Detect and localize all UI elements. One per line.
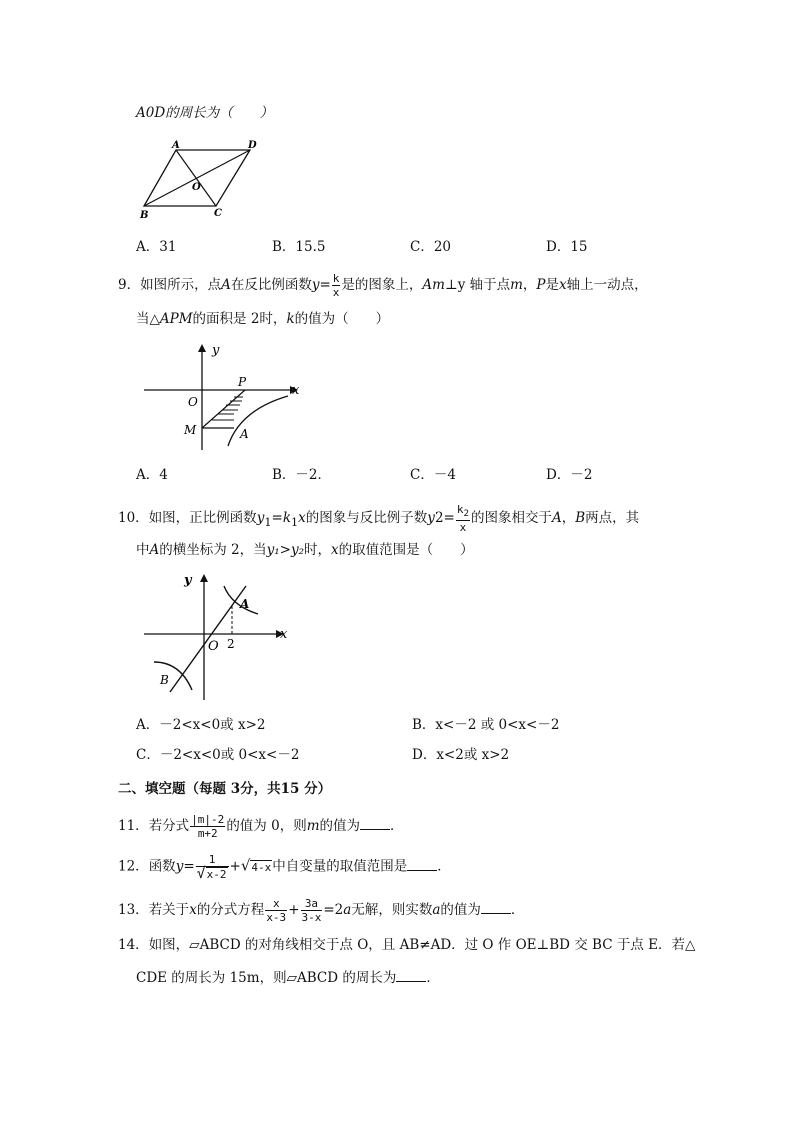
q8-parallelogram-figure [138,136,268,222]
q10-option-b: B．x<－2 或 0<x<－2 [412,717,560,733]
q8-option-b: B．15.5 [272,239,326,255]
q9-option-c: C．－4 [410,467,456,483]
q9-option-b: B．－2． [272,467,332,483]
q8-option-d: D．15 [546,239,588,255]
q11: 11．若分式 $\frac{|m|-2}{m+2}$ 的值为 0，则m的值为 ． [118,813,404,840]
q10-option-d: D．x<2或 x>2 [412,747,510,763]
q12-number: 12． [118,858,149,875]
q14-number: 14． [118,937,149,953]
q9-label-y: y [212,343,220,358]
q10-label-A: A [240,597,250,611]
q10-number: 10． [118,510,149,527]
q8-label-O: O [192,182,201,193]
q8-option-c: C．20 [410,239,452,255]
q10-intersection-figure [140,566,300,704]
q11-fraction: $\frac{|m|-2}{m+2}$ [191,813,225,840]
q13-fraction-2: $\frac{3a}{3-x}$ [301,897,322,924]
q9-label-A: A [240,427,249,441]
q12-fraction: $\frac{1}{√x-2}$ [196,853,227,882]
q8-label-C: C [214,208,222,219]
q9-option-a: A．4 [136,467,168,483]
q9-option-d: D．－2 [546,467,593,483]
q12-answer-blank[interactable] [407,858,437,871]
q10-label-y: y [184,573,192,588]
section-2-title: 二、填空题（每题 3分，共15 分） [118,781,332,797]
q8-label-D: D [248,140,257,151]
q9-label-x: x [292,383,300,398]
q11-answer-blank[interactable] [360,817,390,830]
q9-label-M: M [184,423,197,437]
q9-line1: 9．如图所示，点A在反比例函数y= $\frac{k}{x}$ 是的图象上，Am⊥y 轴于点m，P是x轴上一动点， [118,272,648,299]
q9-line2: 当△APM的面积是 2时，k的值为（ ） [136,311,390,327]
q11-number: 11． [118,818,149,834]
q8-stem-tail: A0D的周长为（ ） [136,105,274,121]
q9-label-O: O [188,395,198,409]
q14-answer-blank[interactable] [396,969,426,982]
radical-icon: √ [240,856,251,875]
q14-line2: CDE 的周长为 15m，则▱ABCD 的周长为 ． [136,970,440,986]
q10-label-x: x [280,627,288,642]
q13-number: 13． [118,902,149,918]
q8-option-a: A．31 [136,239,177,255]
q10-k2-over-x-fraction: $\frac{k_2}{x}$ [456,503,469,535]
q9-label-P: P [238,375,247,389]
q9-hyperbola-figure [140,338,310,454]
q10-label-2: 2 [227,637,235,651]
q8-label-B: B [140,210,149,221]
q10-label-B: B [160,673,169,687]
q10-label-O: O [208,639,219,654]
q10-option-a: A．－2<x<0或 x>2 [136,717,266,733]
q10-line1: 10．如图，正比例函数$y_1=k_1x$的图象与反比例子数y2= $\frac{k_2}{x}$ 的图象相交于A，B两点，其 [118,503,640,535]
q14-line1: 14．如图，▱ABCD 的对角线相交于点 O，且 AB≠AD．过 O 作 OE⊥BD 交 BC 于点 E．若△ [118,937,696,953]
q12: 12．函数y= $\frac{1}{√x-2}$ +√4-x中自变量的取值范围是 ． [118,853,451,882]
q9-number: 9． [118,277,141,293]
q13: 13．若关于x的分式方程 $\frac{x}{x-3}$ + $\frac{3a}{3-x}$ =2a无解，则实数a的值为 ． [118,897,525,924]
radical-icon: √ [196,864,206,882]
q13-fraction-1: $\frac{x}{x-3}$ [266,897,287,924]
q10-line2: 中A的横坐标为 2，当y₁>y₂时，x的取值范围是（ ） [136,542,474,558]
q10-option-c: C．－2<x<0或 0<x<－2 [136,747,300,763]
q13-answer-blank[interactable] [481,901,511,914]
q9-k-over-x-fraction: $\frac{k}{x}$ [332,272,340,299]
q8-label-A: A [172,140,180,151]
